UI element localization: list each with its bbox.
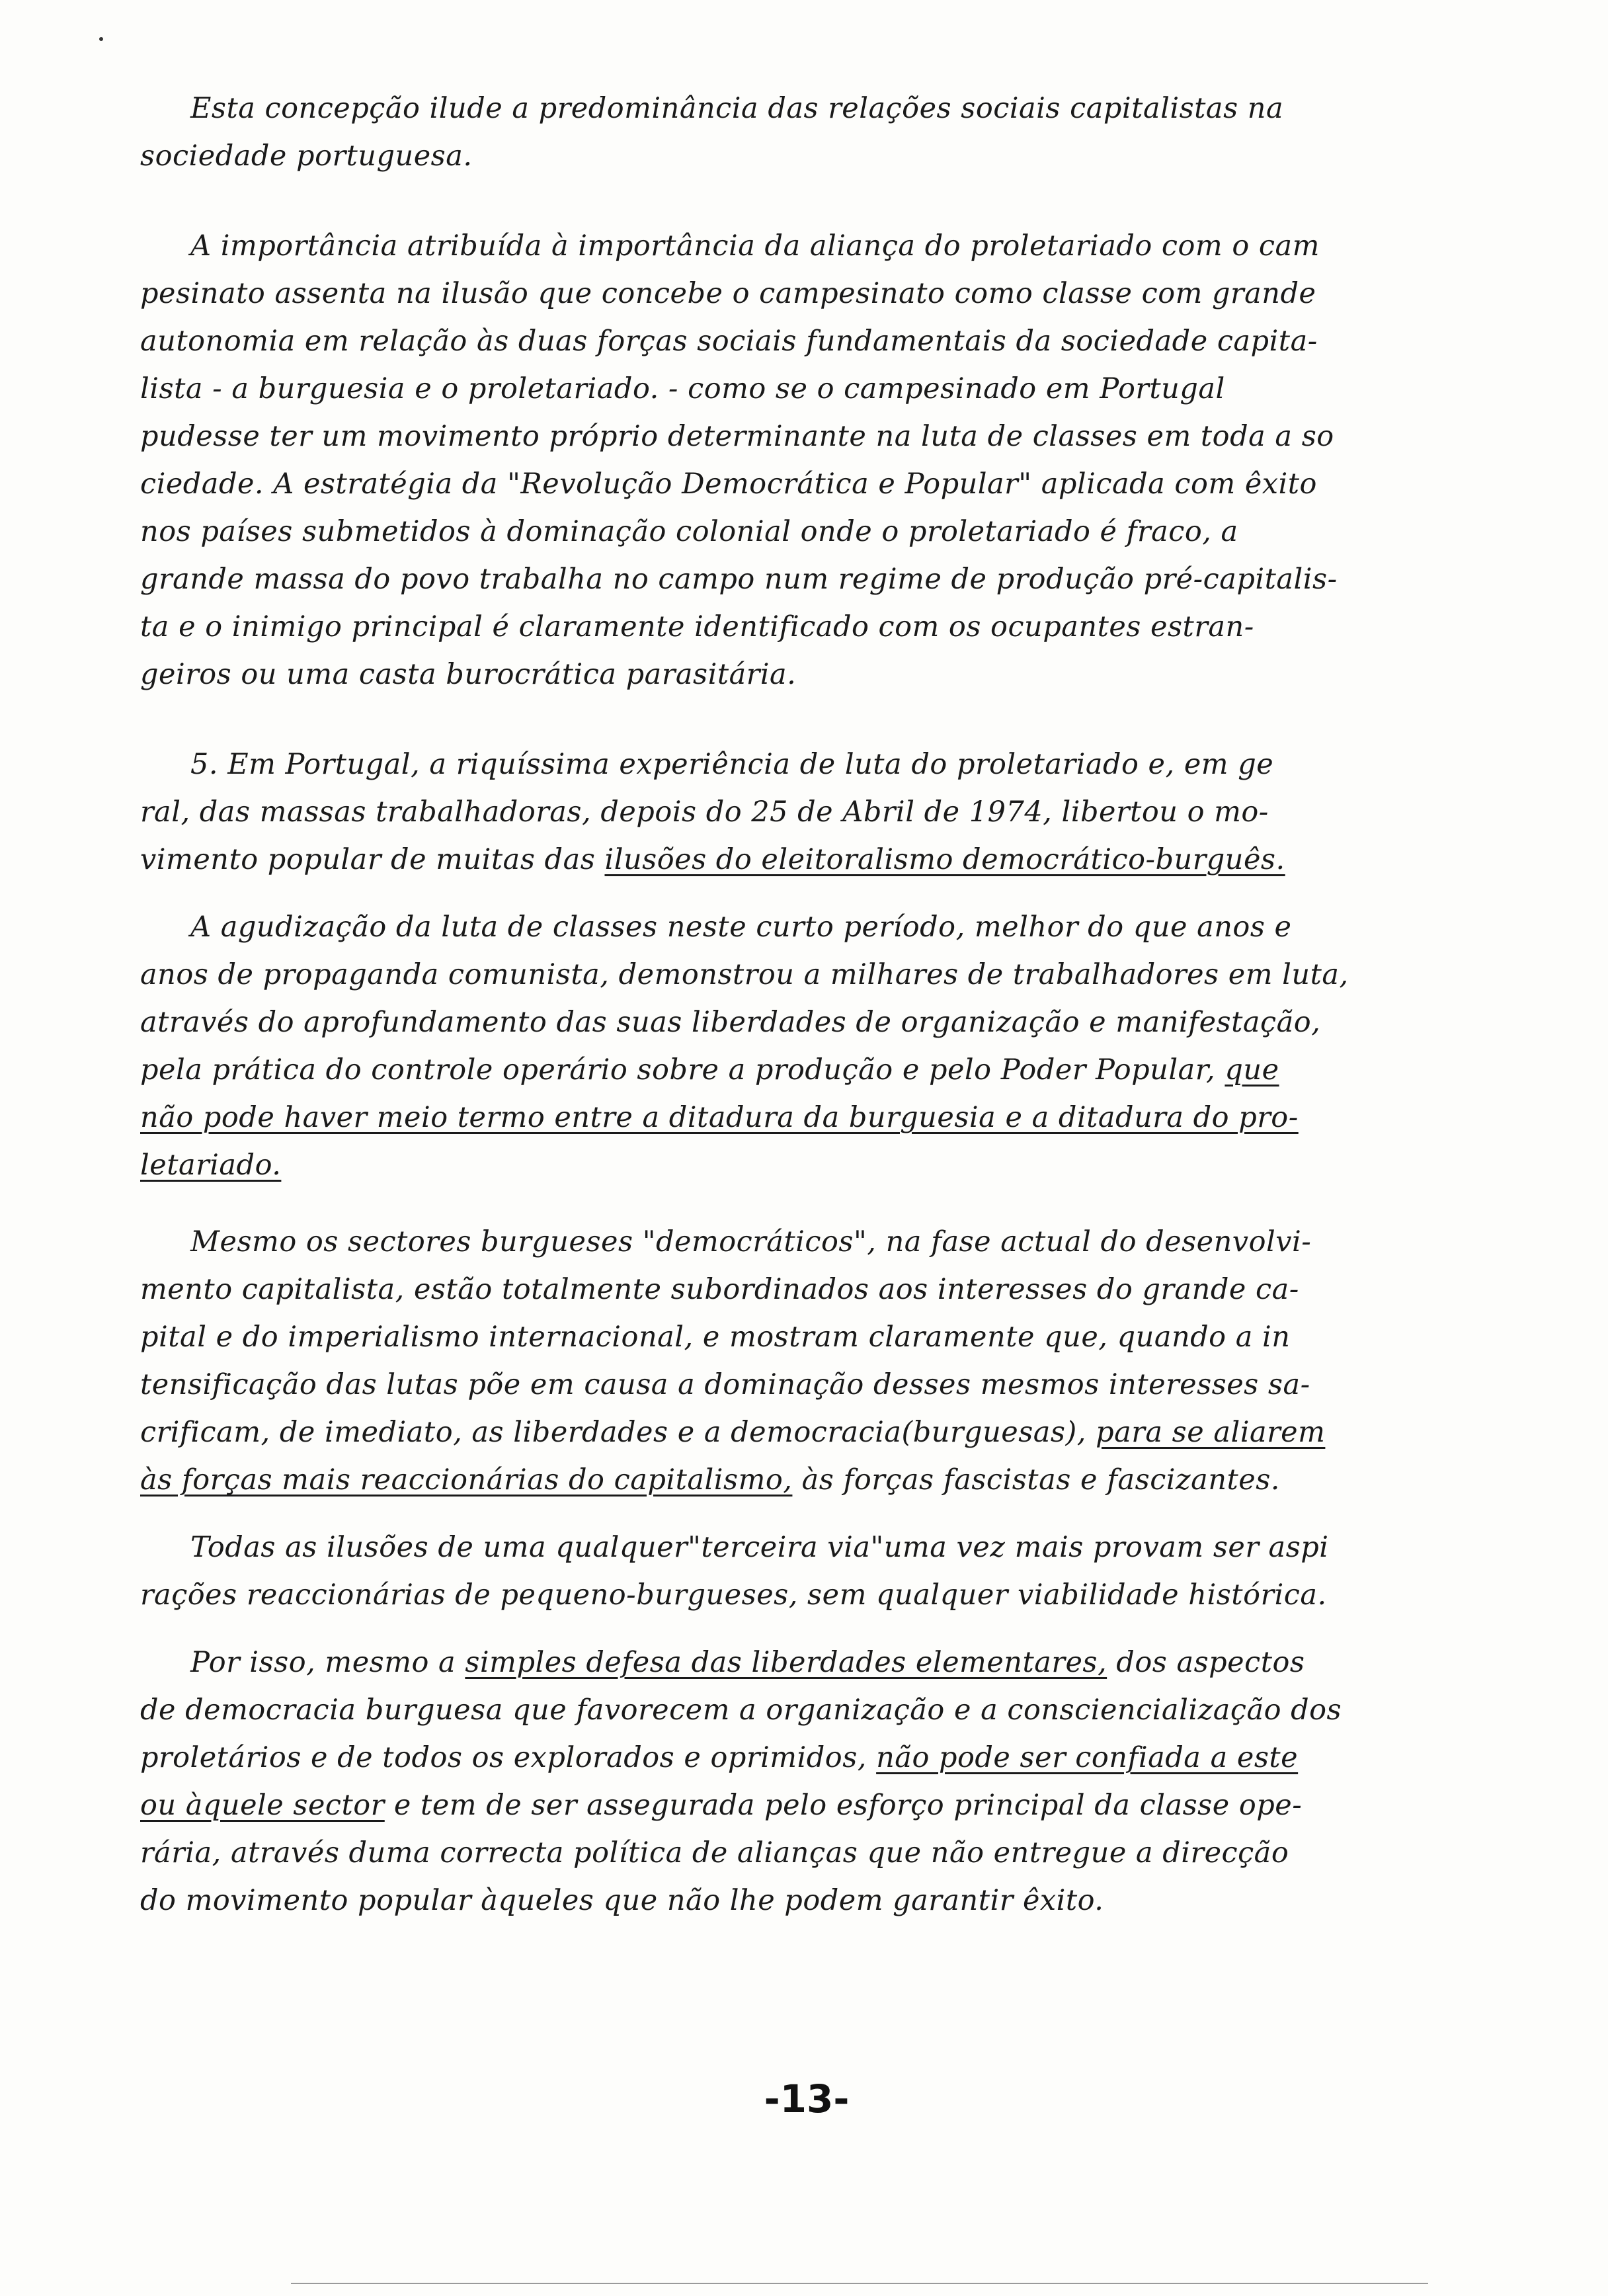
text-line — [140, 1409, 1433, 1456]
text-line — [140, 1046, 1433, 1094]
text-line: lista - a burguesia e o proletariado. - como se o campesinado em Portugal — [140, 372, 1225, 405]
underlined-text: ou àquele sector — [140, 1789, 385, 1822]
text-run: dos aspectos — [1107, 1646, 1305, 1679]
text-line: A importância atribuída à importância da aliança do proletariado com o cam — [190, 229, 1320, 263]
text-line — [140, 1094, 1433, 1141]
text-line: através do aprofundamento das suas liberdades de organização e manifestação, — [140, 1006, 1321, 1039]
text-line — [140, 1456, 1433, 1504]
text-line: tensificação das lutas põe em causa a dominação desses mesmos interesses sa- — [140, 1368, 1310, 1401]
text-line — [140, 1141, 1433, 1189]
text-line: autonomia em relação às duas forças sociais fundamentais da sociedade capita- — [140, 325, 1318, 358]
text-run: proletários e de todos os explorados e oprimidos, — [140, 1741, 877, 1774]
scan-edge-line — [291, 2283, 1428, 2284]
text-run: vimento popular de muitas das — [140, 843, 605, 876]
text-line: A agudização da luta de classes neste curto período, melhor do que anos e — [190, 911, 1292, 944]
paragraph-5 — [140, 1218, 1433, 1504]
text-line — [140, 1639, 1433, 1686]
text-run: Por isso, mesmo a — [190, 1646, 465, 1679]
underlined-text: que — [1225, 1053, 1279, 1086]
text-line: do movimento popular àqueles que não lhe podem garantir êxito. — [140, 1884, 1104, 1917]
text-line: pudesse ter um movimento próprio determinante na luta de classes em toda a so — [140, 420, 1334, 453]
text-line: sociedade portuguesa. — [140, 140, 473, 173]
paragraph-3 — [140, 741, 1433, 883]
text-line: ciedade. A estratégia da "Revolução Democrática e Popular" aplicada com êxito — [140, 468, 1317, 501]
text-line: Esta concepção ilude a predominância das relações sociais capitalistas na — [190, 92, 1284, 125]
text-line — [140, 1782, 1433, 1829]
text-line: rações reaccionárias de pequeno-burgueses, sem qualquer viabilidade histórica. — [140, 1578, 1327, 1612]
document-body — [140, 85, 1433, 1924]
text-run: crificam, de imediato, as liberdades e a democracia(burguesas), — [140, 1416, 1096, 1449]
paragraph-4 — [140, 903, 1433, 1189]
text-line: nos países submetidos à dominação colonial onde o proletariado é fraco, a — [140, 515, 1238, 548]
text-line: 5. Em Portugal, a riquíssima experiência de luta do proletariado e, em ge — [190, 748, 1274, 781]
paragraph-1 — [140, 85, 1433, 180]
text-line: ta e o inimigo principal é claramente identificado com os ocupantes estran- — [140, 610, 1254, 643]
paragraph-7 — [140, 1639, 1433, 1924]
underlined-text: não pode ser confiada a este — [876, 1741, 1299, 1774]
text-line: anos de propaganda comunista, demonstrou a milhares de trabalhadores em luta, — [140, 958, 1349, 991]
text-line: pital e do imperialismo internacional, e mostram claramente que, quando a in — [140, 1321, 1291, 1354]
underlined-text: ilusões do eleitoralismo democrático-burguês. — [604, 843, 1285, 876]
page-number: -13- — [764, 2076, 850, 2121]
text-line: pesinato assenta na ilusão que concebe o campesinato como classe com grande — [140, 277, 1316, 310]
text-run: às forças fascistas e fascizantes. — [792, 1463, 1280, 1496]
scan-speck — [99, 37, 103, 41]
text-line: Todas as ilusões de uma qualquer"terceira via"uma vez mais provam ser aspi — [190, 1531, 1329, 1564]
text-run: e tem de ser assegurada pelo esforço principal da classe ope- — [384, 1789, 1303, 1822]
text-run: pela prática do controle operário sobre a produção e pelo Poder Popular, — [140, 1053, 1225, 1086]
underlined-text: para se aliarem — [1096, 1416, 1326, 1449]
underlined-text: simples defesa das liberdades elementares, — [465, 1646, 1107, 1679]
paragraph-6 — [140, 1524, 1433, 1619]
underlined-text: não pode haver meio termo entre a ditadura da burguesia e a ditadura do pro- — [140, 1101, 1299, 1134]
text-line: grande massa do povo trabalha no campo num regime de produção pré-capitalis- — [140, 563, 1338, 596]
text-line: rária, através duma correcta política de alianças que não entregue a direcção — [140, 1836, 1289, 1869]
text-line: Mesmo os sectores burgueses "democráticos", na fase actual do desenvolvi- — [190, 1225, 1312, 1258]
text-line — [140, 836, 1433, 883]
text-line: geiros ou uma casta burocrática parasitária. — [140, 658, 797, 691]
underlined-text: às forças mais reaccionárias do capitalismo, — [140, 1463, 793, 1496]
text-line: ral, das massas trabalhadoras, depois do 25 de Abril de 1974, libertou o mo- — [140, 796, 1269, 829]
text-line: de democracia burguesa que favorecem a organização e a consciencialização dos — [140, 1694, 1342, 1727]
paragraph-2 — [140, 222, 1433, 698]
underlined-text: letariado. — [140, 1149, 282, 1182]
text-line — [140, 1734, 1433, 1782]
text-line: mento capitalista, estão totalmente subordinados aos interesses do grande ca- — [140, 1273, 1299, 1306]
